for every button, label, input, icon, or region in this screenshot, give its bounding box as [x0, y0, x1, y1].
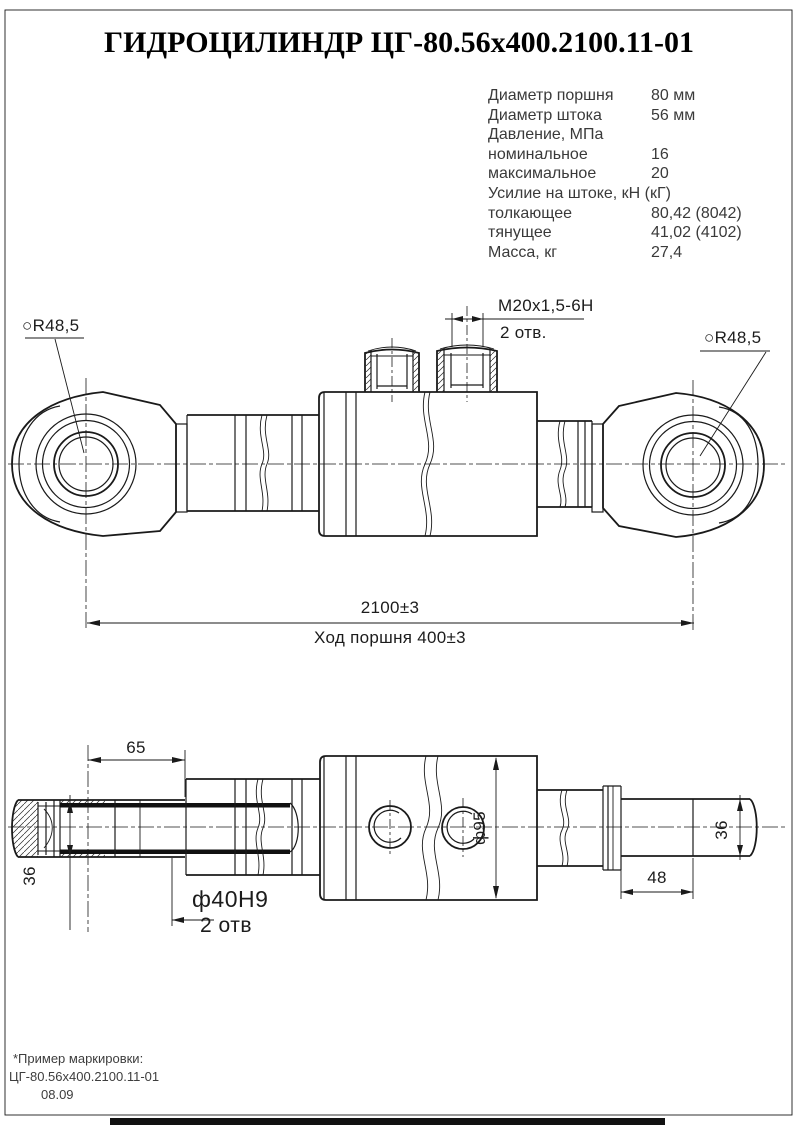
piston-rod	[537, 421, 603, 512]
main-view	[8, 306, 788, 631]
dim-label-body-diameter: ф95	[470, 811, 489, 845]
leader-line-right	[700, 352, 766, 456]
bottom-view	[8, 745, 786, 932]
spec-label: максимальное	[488, 165, 597, 183]
bottom-bar	[110, 1118, 665, 1125]
dim-label-sphere-left: ○R48,5	[22, 316, 80, 335]
dim-label-48: 48	[647, 868, 667, 887]
right-rod-eye	[603, 351, 770, 631]
spec-label: Масса, кг	[488, 243, 558, 261]
marking-note-date: 08.09	[41, 1087, 74, 1102]
dim-label-36-left: 36	[20, 866, 39, 886]
dim-label-65: 65	[126, 738, 146, 757]
spec-value: 20	[651, 165, 669, 183]
spec-value: 27,4	[651, 243, 683, 261]
spec-label: Диаметр поршня	[488, 87, 614, 104]
marking-note-header: *Пример маркировки:	[13, 1051, 144, 1066]
dim-label-stroke: Ход поршня 400±3	[314, 628, 466, 647]
dim-label-36-right: 36	[712, 820, 731, 840]
dim-label-sphere-right: ○R48,5	[704, 328, 762, 347]
port-boss-right	[437, 306, 497, 402]
spec-row	[488, 164, 742, 184]
spec-label: Давление, МПа	[488, 126, 604, 144]
spec-label: Диаметр штока	[488, 106, 602, 124]
spec-row	[488, 223, 742, 243]
dim-label-thread: М20х1,5-6Н	[498, 296, 594, 315]
length-dimension	[87, 620, 694, 626]
spec-row	[488, 106, 742, 126]
spec-row	[488, 184, 742, 204]
spec-row	[488, 243, 742, 263]
spec-value: 80,42 (8042)	[651, 204, 742, 222]
spec-label: номинальное	[488, 145, 588, 163]
dim-label-pin-bore: ф40Н9	[192, 886, 269, 912]
bottom-body	[320, 756, 537, 900]
spec-value: 41,02 (4102)	[651, 224, 742, 242]
spec-value: 16	[651, 145, 669, 163]
spec-table	[488, 86, 742, 262]
dim-label-length: 2100±3	[360, 598, 420, 617]
spec-label: тянущее	[488, 224, 552, 242]
drawing-title: ГИДРОЦИЛИНДР ЦГ-80.56х400.2100.11-01	[104, 26, 694, 59]
spec-value: 80 мм	[651, 87, 696, 104]
dim-label-pin-bore-holes: 2 отв	[200, 914, 253, 937]
spec-row	[488, 86, 742, 106]
spec-row	[488, 204, 742, 224]
marking-note-code: ЦГ-80.56х400.2100.11-01	[9, 1069, 160, 1084]
dim-36-left	[67, 795, 73, 930]
cylinder-tube	[187, 415, 319, 511]
spec-row	[488, 145, 742, 165]
spec-label: Усилие на штоке, кН (кГ)	[488, 184, 671, 202]
spec-value: 56 мм	[651, 106, 696, 124]
spec-label: толкающее	[488, 204, 573, 222]
spec-row	[488, 125, 742, 145]
left-rod-eye	[12, 338, 187, 631]
dim-36-right	[737, 795, 743, 860]
dim-label-thread-holes: 2 отв.	[500, 323, 547, 342]
